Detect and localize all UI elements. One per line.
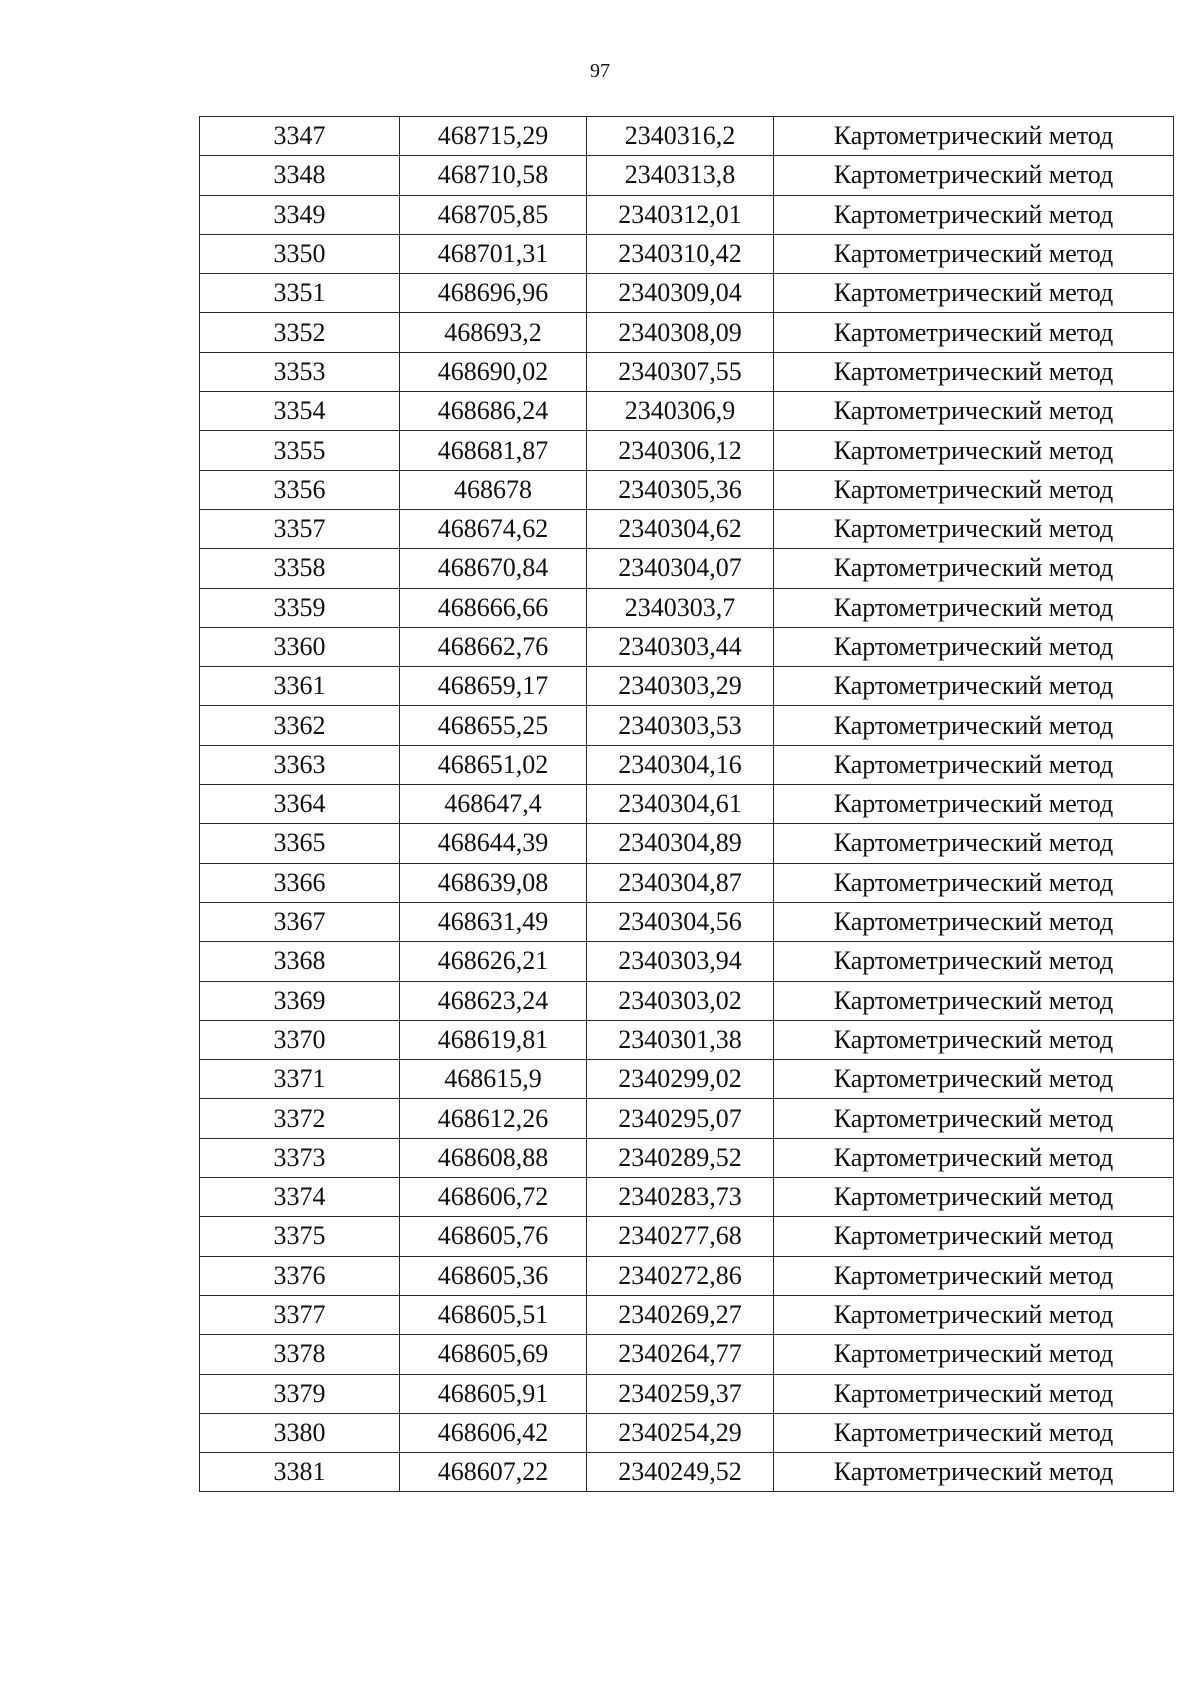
table-row xyxy=(200,1374,1174,1413)
point-number-cell: 3375 xyxy=(200,1217,400,1256)
y-coordinate-cell: 2340304,62 xyxy=(587,509,774,548)
table-row xyxy=(200,195,1174,234)
method-cell: Картометрический метод xyxy=(774,1374,1174,1413)
point-number-cell: 3360 xyxy=(200,627,400,666)
method-cell: Картометрический метод xyxy=(774,1099,1174,1138)
table-row xyxy=(200,1335,1174,1374)
point-number-cell: 3381 xyxy=(200,1453,400,1492)
point-number-cell: 3361 xyxy=(200,667,400,706)
table-row xyxy=(200,785,1174,824)
y-coordinate-cell: 2340306,12 xyxy=(587,431,774,470)
y-coordinate-cell: 2340316,2 xyxy=(587,117,774,156)
point-number-cell: 3367 xyxy=(200,902,400,941)
table-row xyxy=(200,1099,1174,1138)
method-cell: Картометрический метод xyxy=(774,1178,1174,1217)
x-coordinate-cell: 468626,21 xyxy=(400,942,587,981)
point-number-cell: 3369 xyxy=(200,981,400,1020)
x-coordinate-cell: 468631,49 xyxy=(400,902,587,941)
x-coordinate-cell: 468639,08 xyxy=(400,863,587,902)
point-number-cell: 3352 xyxy=(200,313,400,352)
y-coordinate-cell: 2340303,94 xyxy=(587,942,774,981)
table-row xyxy=(200,706,1174,745)
method-cell: Картометрический метод xyxy=(774,1453,1174,1492)
table-row xyxy=(200,509,1174,548)
table-row xyxy=(200,981,1174,1020)
y-coordinate-cell: 2340312,01 xyxy=(587,195,774,234)
table-row xyxy=(200,234,1174,273)
x-coordinate-cell: 468607,22 xyxy=(400,1453,587,1492)
y-coordinate-cell: 2340303,7 xyxy=(587,588,774,627)
y-coordinate-cell: 2340305,36 xyxy=(587,470,774,509)
table-row xyxy=(200,942,1174,981)
method-cell: Картометрический метод xyxy=(774,470,1174,509)
x-coordinate-cell: 468615,9 xyxy=(400,1060,587,1099)
x-coordinate-cell: 468670,84 xyxy=(400,549,587,588)
point-number-cell: 3362 xyxy=(200,706,400,745)
point-number-cell: 3378 xyxy=(200,1335,400,1374)
method-cell: Картометрический метод xyxy=(774,745,1174,784)
table-row xyxy=(200,1060,1174,1099)
point-number-cell: 3377 xyxy=(200,1295,400,1334)
x-coordinate-cell: 468681,87 xyxy=(400,431,587,470)
y-coordinate-cell: 2340299,02 xyxy=(587,1060,774,1099)
method-cell: Картометрический метод xyxy=(774,588,1174,627)
method-cell: Картометрический метод xyxy=(774,313,1174,352)
x-coordinate-cell: 468662,76 xyxy=(400,627,587,666)
method-cell: Картометрический метод xyxy=(774,1217,1174,1256)
x-coordinate-cell: 468647,4 xyxy=(400,785,587,824)
table-row xyxy=(200,1413,1174,1452)
x-coordinate-cell: 468715,29 xyxy=(400,117,587,156)
point-number-cell: 3372 xyxy=(200,1099,400,1138)
point-number-cell: 3373 xyxy=(200,1138,400,1177)
x-coordinate-cell: 468606,42 xyxy=(400,1413,587,1452)
x-coordinate-cell: 468644,39 xyxy=(400,824,587,863)
point-number-cell: 3354 xyxy=(200,392,400,431)
point-number-cell: 3357 xyxy=(200,509,400,548)
table-row xyxy=(200,1453,1174,1492)
table-row xyxy=(200,274,1174,313)
y-coordinate-cell: 2340254,29 xyxy=(587,1413,774,1452)
y-coordinate-cell: 2340310,42 xyxy=(587,234,774,273)
x-coordinate-cell: 468674,62 xyxy=(400,509,587,548)
point-number-cell: 3376 xyxy=(200,1256,400,1295)
x-coordinate-cell: 468612,26 xyxy=(400,1099,587,1138)
point-number-cell: 3365 xyxy=(200,824,400,863)
x-coordinate-cell: 468605,69 xyxy=(400,1335,587,1374)
x-coordinate-cell: 468690,02 xyxy=(400,352,587,391)
method-cell: Картометрический метод xyxy=(774,234,1174,273)
y-coordinate-cell: 2340304,61 xyxy=(587,785,774,824)
method-cell: Картометрический метод xyxy=(774,195,1174,234)
point-number-cell: 3347 xyxy=(200,117,400,156)
y-coordinate-cell: 2340303,02 xyxy=(587,981,774,1020)
x-coordinate-cell: 468696,96 xyxy=(400,274,587,313)
y-coordinate-cell: 2340304,07 xyxy=(587,549,774,588)
y-coordinate-cell: 2340283,73 xyxy=(587,1178,774,1217)
point-number-cell: 3364 xyxy=(200,785,400,824)
y-coordinate-cell: 2340309,04 xyxy=(587,274,774,313)
table-row xyxy=(200,470,1174,509)
y-coordinate-cell: 2340272,86 xyxy=(587,1256,774,1295)
x-coordinate-cell: 468666,66 xyxy=(400,588,587,627)
y-coordinate-cell: 2340303,44 xyxy=(587,627,774,666)
x-coordinate-cell: 468605,36 xyxy=(400,1256,587,1295)
y-coordinate-cell: 2340264,77 xyxy=(587,1335,774,1374)
method-cell: Картометрический метод xyxy=(774,863,1174,902)
x-coordinate-cell: 468651,02 xyxy=(400,745,587,784)
y-coordinate-cell: 2340269,27 xyxy=(587,1295,774,1334)
table-row xyxy=(200,1138,1174,1177)
method-cell: Картометрический метод xyxy=(774,1413,1174,1452)
point-number-cell: 3356 xyxy=(200,470,400,509)
x-coordinate-cell: 468678 xyxy=(400,470,587,509)
x-coordinate-cell: 468693,2 xyxy=(400,313,587,352)
x-coordinate-cell: 468705,85 xyxy=(400,195,587,234)
method-cell: Картометрический метод xyxy=(774,1335,1174,1374)
point-number-cell: 3358 xyxy=(200,549,400,588)
x-coordinate-cell: 468686,24 xyxy=(400,392,587,431)
method-cell: Картометрический метод xyxy=(774,392,1174,431)
point-number-cell: 3370 xyxy=(200,1020,400,1059)
method-cell: Картометрический метод xyxy=(774,942,1174,981)
x-coordinate-cell: 468655,25 xyxy=(400,706,587,745)
y-coordinate-cell: 2340306,9 xyxy=(587,392,774,431)
method-cell: Картометрический метод xyxy=(774,509,1174,548)
table-row xyxy=(200,1020,1174,1059)
page-number: 97 xyxy=(590,60,610,82)
table-row xyxy=(200,392,1174,431)
y-coordinate-cell: 2340289,52 xyxy=(587,1138,774,1177)
point-number-cell: 3363 xyxy=(200,745,400,784)
table-row xyxy=(200,1217,1174,1256)
method-cell: Картометрический метод xyxy=(774,627,1174,666)
y-coordinate-cell: 2340304,56 xyxy=(587,902,774,941)
point-number-cell: 3353 xyxy=(200,352,400,391)
x-coordinate-cell: 468605,51 xyxy=(400,1295,587,1334)
method-cell: Картометрический метод xyxy=(774,1256,1174,1295)
method-cell: Картометрический метод xyxy=(774,1020,1174,1059)
method-cell: Картометрический метод xyxy=(774,156,1174,195)
x-coordinate-cell: 468608,88 xyxy=(400,1138,587,1177)
point-number-cell: 3351 xyxy=(200,274,400,313)
point-number-cell: 3379 xyxy=(200,1374,400,1413)
table-row xyxy=(200,902,1174,941)
x-coordinate-cell: 468605,76 xyxy=(400,1217,587,1256)
method-cell: Картометрический метод xyxy=(774,667,1174,706)
point-number-cell: 3368 xyxy=(200,942,400,981)
method-cell: Картометрический метод xyxy=(774,117,1174,156)
y-coordinate-cell: 2340308,09 xyxy=(587,313,774,352)
method-cell: Картометрический метод xyxy=(774,706,1174,745)
y-coordinate-cell: 2340304,89 xyxy=(587,824,774,863)
y-coordinate-cell: 2340304,87 xyxy=(587,863,774,902)
table-row xyxy=(200,117,1174,156)
y-coordinate-cell: 2340307,55 xyxy=(587,352,774,391)
y-coordinate-cell: 2340304,16 xyxy=(587,745,774,784)
table-row xyxy=(200,431,1174,470)
point-number-cell: 3359 xyxy=(200,588,400,627)
method-cell: Картометрический метод xyxy=(774,431,1174,470)
y-coordinate-cell: 2340295,07 xyxy=(587,1099,774,1138)
point-number-cell: 3380 xyxy=(200,1413,400,1452)
point-number-cell: 3366 xyxy=(200,863,400,902)
x-coordinate-cell: 468619,81 xyxy=(400,1020,587,1059)
table-row xyxy=(200,352,1174,391)
point-number-cell: 3348 xyxy=(200,156,400,195)
method-cell: Картометрический метод xyxy=(774,785,1174,824)
x-coordinate-cell: 468605,91 xyxy=(400,1374,587,1413)
table-row xyxy=(200,156,1174,195)
table-row xyxy=(200,549,1174,588)
point-number-cell: 3349 xyxy=(200,195,400,234)
coordinates-table xyxy=(199,116,1174,1492)
method-cell: Картометрический метод xyxy=(774,549,1174,588)
y-coordinate-cell: 2340301,38 xyxy=(587,1020,774,1059)
y-coordinate-cell: 2340313,8 xyxy=(587,156,774,195)
method-cell: Картометрический метод xyxy=(774,824,1174,863)
table-row xyxy=(200,627,1174,666)
table-row xyxy=(200,313,1174,352)
table-row xyxy=(200,1256,1174,1295)
method-cell: Картометрический метод xyxy=(774,1060,1174,1099)
table-row xyxy=(200,1295,1174,1334)
point-number-cell: 3355 xyxy=(200,431,400,470)
method-cell: Картометрический метод xyxy=(774,274,1174,313)
coordinates-table-body xyxy=(200,117,1174,1492)
table-row xyxy=(200,667,1174,706)
y-coordinate-cell: 2340303,53 xyxy=(587,706,774,745)
x-coordinate-cell: 468701,31 xyxy=(400,234,587,273)
table-row xyxy=(200,588,1174,627)
x-coordinate-cell: 468623,24 xyxy=(400,981,587,1020)
method-cell: Картометрический метод xyxy=(774,1295,1174,1334)
table-row xyxy=(200,824,1174,863)
y-coordinate-cell: 2340277,68 xyxy=(587,1217,774,1256)
y-coordinate-cell: 2340259,37 xyxy=(587,1374,774,1413)
point-number-cell: 3374 xyxy=(200,1178,400,1217)
y-coordinate-cell: 2340249,52 xyxy=(587,1453,774,1492)
method-cell: Картометрический метод xyxy=(774,902,1174,941)
y-coordinate-cell: 2340303,29 xyxy=(587,667,774,706)
point-number-cell: 3350 xyxy=(200,234,400,273)
x-coordinate-cell: 468606,72 xyxy=(400,1178,587,1217)
x-coordinate-cell: 468710,58 xyxy=(400,156,587,195)
table-row xyxy=(200,863,1174,902)
x-coordinate-cell: 468659,17 xyxy=(400,667,587,706)
method-cell: Картометрический метод xyxy=(774,1138,1174,1177)
method-cell: Картометрический метод xyxy=(774,981,1174,1020)
table-row xyxy=(200,745,1174,784)
table-row xyxy=(200,1178,1174,1217)
method-cell: Картометрический метод xyxy=(774,352,1174,391)
point-number-cell: 3371 xyxy=(200,1060,400,1099)
